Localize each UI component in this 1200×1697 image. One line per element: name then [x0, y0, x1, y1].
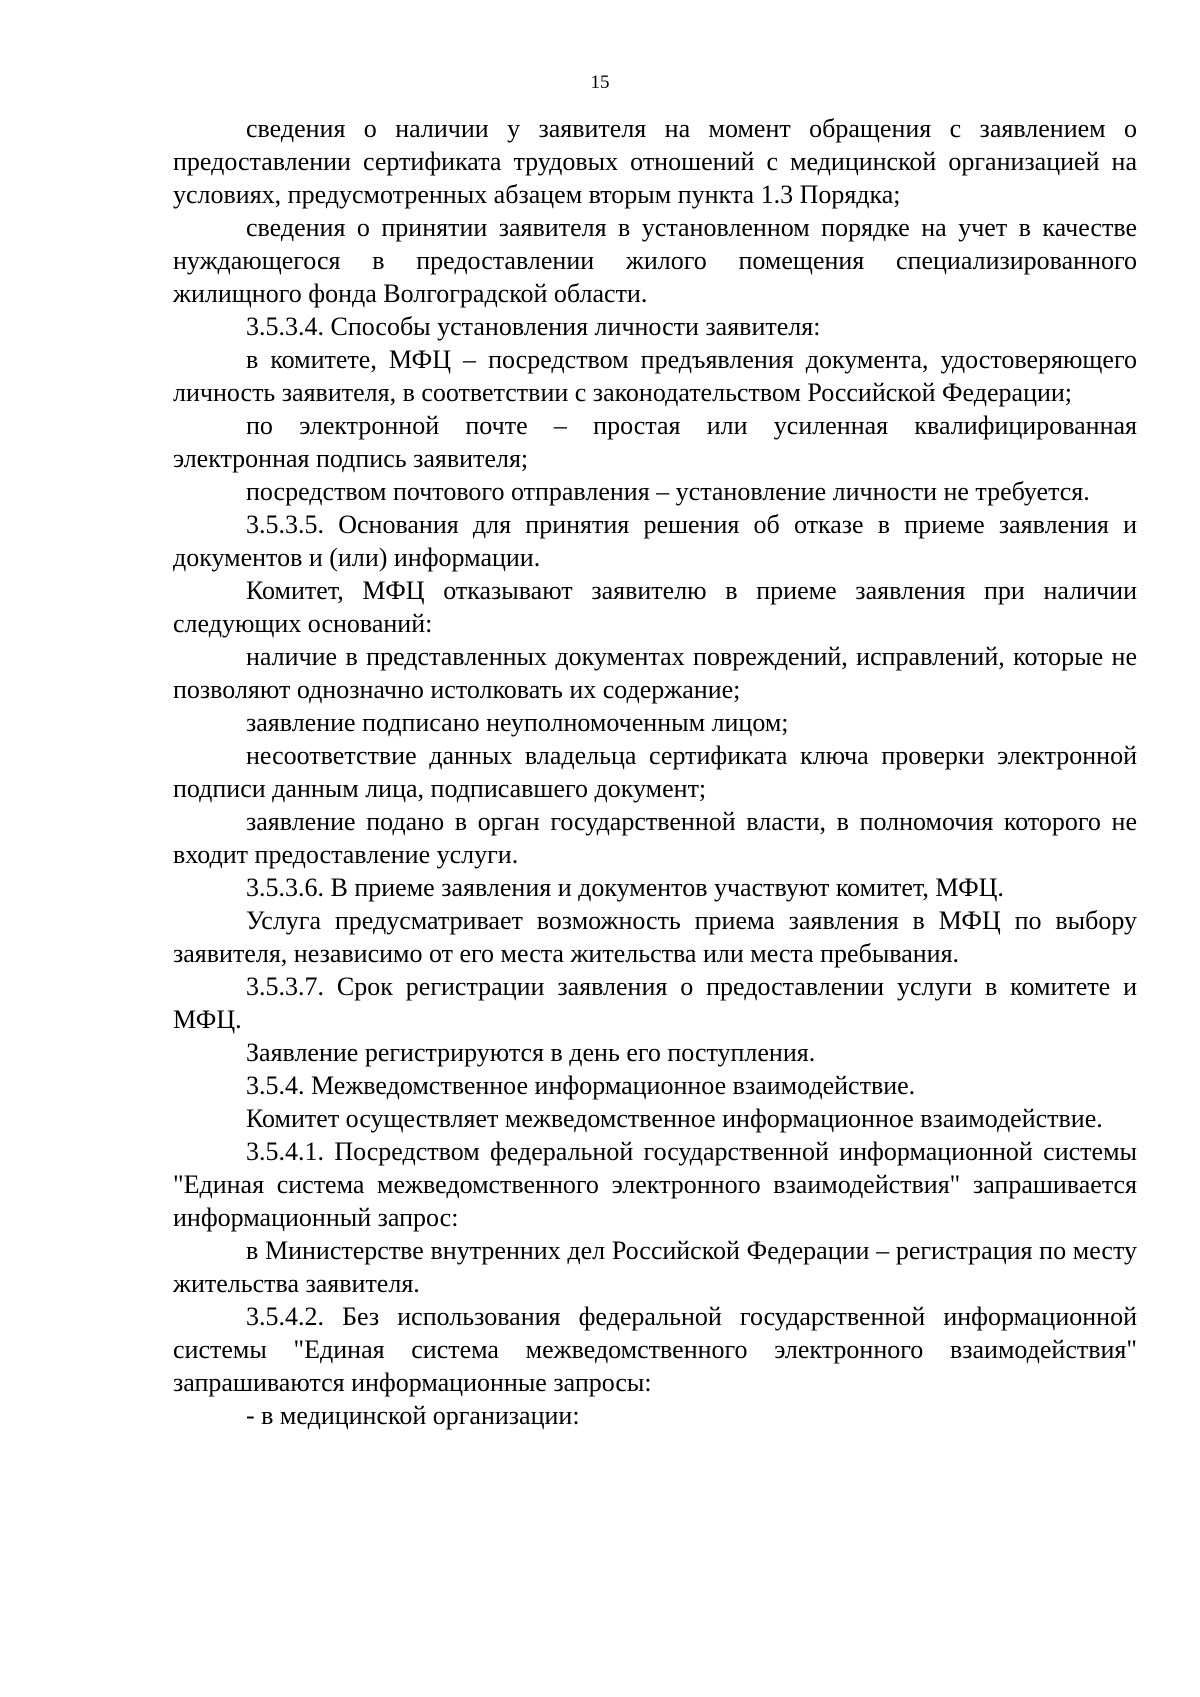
paragraph-mfc-choice: Услуга предусматривает возможность приема заявления в МФЦ по выбору заявителя, независимо от его места жительства или места пребывания. [173, 906, 1137, 968]
paragraph-section-3-5-4-2: 3.5.4.2. Без использования федеральной государственной информационной системы "Единая система межведомственного электронного взаимодействия" запрашиваются информационные запросы: [173, 1302, 1137, 1397]
paragraph-identity-post: посредством почтового отправления – установление личности не требуется. [246, 477, 1090, 506]
paragraph-refusal-unauthorized-signature: заявление подписано неуполномоченным лицом; [246, 708, 789, 737]
paragraph-refusal-grounds-intro: Комитет, МФЦ отказывают заявителю в приеме заявления при наличии следующих оснований: [173, 576, 1137, 638]
paragraph-section-3-5-3-6: 3.5.3.6. В приеме заявления и документов участвуют комитет, МФЦ. [246, 873, 1004, 902]
paragraph-interagency-interaction: Комитет осуществляет межведомственное информационное взаимодействие. [246, 1104, 1103, 1133]
paragraph-refusal-wrong-authority: заявление подано в орган государственной власти, в полномочия которого не входит предоставление услуги. [173, 807, 1137, 869]
paragraph-section-3-5-4: 3.5.4. Межведомственное информационное взаимодействие. [246, 1071, 916, 1100]
paragraph-registration-day: Заявление регистрируются в день его поступления. [246, 1038, 816, 1067]
paragraph-refusal-damaged-documents: наличие в представленных документах повреждений, исправлений, которые не позволяют однозначно истолковать их содержание; [173, 642, 1137, 704]
paragraph-section-3-5-3-5: 3.5.3.5. Основания для принятия решения об отказе в приеме заявления и документов и (или) информации. [173, 510, 1137, 572]
page-number: 15 [590, 72, 610, 93]
paragraph-refusal-certificate-mismatch: несоответствие данных владельца сертификата ключа проверки электронной подписи данным лица, подписавшего документ; [173, 741, 1137, 803]
paragraph-applicant-housing-registration: сведения о принятии заявителя в установленном порядке на учет в качестве нуждающегося в предоставлении жилого помещения специализированного жилищного фонда Волгоградской области. [173, 213, 1137, 308]
document-body [173, 112, 1137, 1432]
paragraph-identity-email: по электронной почте – простая или усиленная квалифицированная электронная подпись заявителя; [173, 411, 1137, 473]
paragraph-section-3-5-3-4: 3.5.3.4. Способы установления личности заявителя: [246, 312, 821, 341]
paragraph-section-3-5-3-7: 3.5.3.7. Срок регистрации заявления о предоставлении услуги в комитете и МФЦ. [173, 972, 1137, 1034]
paragraph-medical-organization: - в медицинской организации: [246, 1401, 580, 1430]
paragraph-section-3-5-4-1: 3.5.4.1. Посредством федеральной государственной информационной системы "Единая система межведомственного электронного взаимодействия" запрашивается информационный запрос: [173, 1137, 1137, 1232]
paragraph-mvd-request: в Министерстве внутренних дел Российской Федерации – регистрация по месту жительства заявителя. [173, 1236, 1137, 1298]
paragraph-identity-in-person: в комитете, МФЦ – посредством предъявления документа, удостоверяющего личность заявителя, в соответствии с законодательством Российской Федерации; [173, 345, 1137, 407]
paragraph-applicant-employment-info: сведения о наличии у заявителя на момент обращения с заявлением о предоставлении сертификата трудовых отношений с медицинской организацией на условиях, предусмотренных абзацем вторым пункта 1.3 Порядка; [173, 114, 1137, 209]
